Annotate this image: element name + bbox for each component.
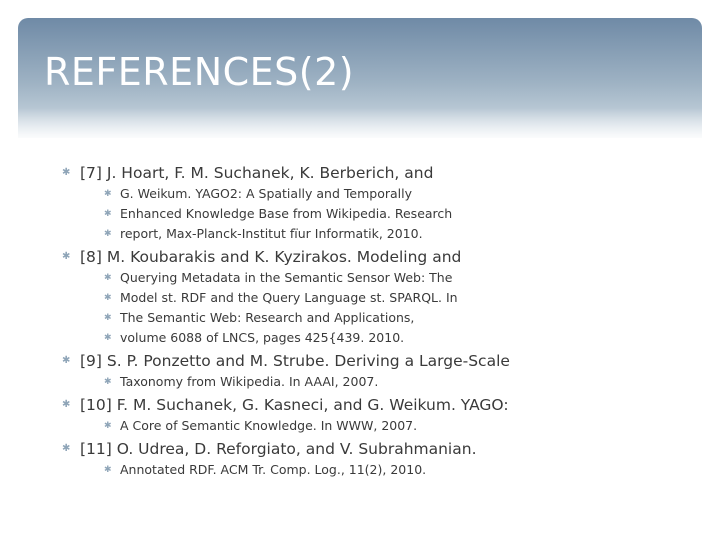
asterisk-bullet-icon: ✱ <box>62 167 71 178</box>
reference-entry <box>62 438 680 480</box>
reference-line <box>104 460 680 480</box>
reference-line <box>104 328 680 348</box>
asterisk-bullet-icon: ✱ <box>62 355 71 366</box>
reference-head <box>62 162 680 184</box>
asterisk-bullet-icon: ✱ <box>62 443 71 454</box>
slide-title: REFERENCES(2) <box>44 50 355 94</box>
asterisk-bullet-icon: ✱ <box>104 209 112 219</box>
asterisk-bullet-icon: ✱ <box>104 229 112 239</box>
reference-head <box>62 394 680 416</box>
reference-line <box>104 372 680 392</box>
reference-lines <box>80 268 680 348</box>
asterisk-bullet-icon: ✱ <box>104 421 112 431</box>
reference-head <box>62 350 680 372</box>
reference-line <box>104 308 680 328</box>
reference-entry <box>62 162 680 244</box>
reference-line <box>104 268 680 288</box>
reference-entry <box>62 394 680 436</box>
reference-line <box>104 224 680 244</box>
reference-line-text: The Semantic Web: Research and Applications, <box>120 310 415 325</box>
reference-head-text: [7] J. Hoart, F. M. Suchanek, K. Berberich, and <box>80 164 434 182</box>
reference-line <box>104 184 680 204</box>
reference-line-text: Taxonomy from Wikipedia. In AAAI, 2007. <box>120 374 379 389</box>
reference-head-text: [10] F. M. Suchanek, G. Kasneci, and G. Weikum. YAGO: <box>80 396 509 414</box>
reference-line <box>104 288 680 308</box>
asterisk-bullet-icon: ✱ <box>104 273 112 283</box>
reference-line-text: A Core of Semantic Knowledge. In WWW, 2007. <box>120 418 418 433</box>
reference-head <box>62 246 680 268</box>
reference-lines <box>80 416 680 436</box>
reference-line-text: Enhanced Knowledge Base from Wikipedia. Research <box>120 206 453 221</box>
reference-line-text: Querying Metadata in the Semantic Sensor Web: The <box>120 270 453 285</box>
references-list <box>62 162 680 482</box>
reference-head-text: [9] S. P. Ponzetto and M. Strube. Deriving a Large-Scale <box>80 352 510 370</box>
asterisk-bullet-icon: ✱ <box>104 313 112 323</box>
reference-line <box>104 204 680 224</box>
reference-line <box>104 416 680 436</box>
reference-lines <box>80 460 680 480</box>
reference-head-text: [8] M. Koubarakis and K. Kyzirakos. Modeling and <box>80 248 462 266</box>
reference-head-text: [11] O. Udrea, D. Reforgiato, and V. Subrahmanian. <box>80 440 477 458</box>
reference-head <box>62 438 680 460</box>
reference-line-text: Annotated RDF. ACM Tr. Comp. Log., 11(2), 2010. <box>120 462 427 477</box>
reference-entry <box>62 246 680 348</box>
reference-lines <box>80 184 680 244</box>
reference-line-text: Model st. RDF and the Query Language st. SPARQL. In <box>120 290 458 305</box>
reference-line-text: volume 6088 of LNCS, pages 425{439. 2010. <box>120 330 405 345</box>
asterisk-bullet-icon: ✱ <box>62 399 71 410</box>
asterisk-bullet-icon: ✱ <box>62 251 71 262</box>
reference-lines <box>80 372 680 392</box>
asterisk-bullet-icon: ✱ <box>104 189 112 199</box>
reference-line-text: G. Weikum. YAGO2: A Spatially and Temporally <box>120 186 412 201</box>
reference-line-text: report, Max-Planck-Institut fïur Informatik, 2010. <box>120 226 423 241</box>
asterisk-bullet-icon: ✱ <box>104 333 112 343</box>
reference-entry <box>62 350 680 392</box>
asterisk-bullet-icon: ✱ <box>104 465 112 475</box>
asterisk-bullet-icon: ✱ <box>104 293 112 303</box>
asterisk-bullet-icon: ✱ <box>104 377 112 387</box>
